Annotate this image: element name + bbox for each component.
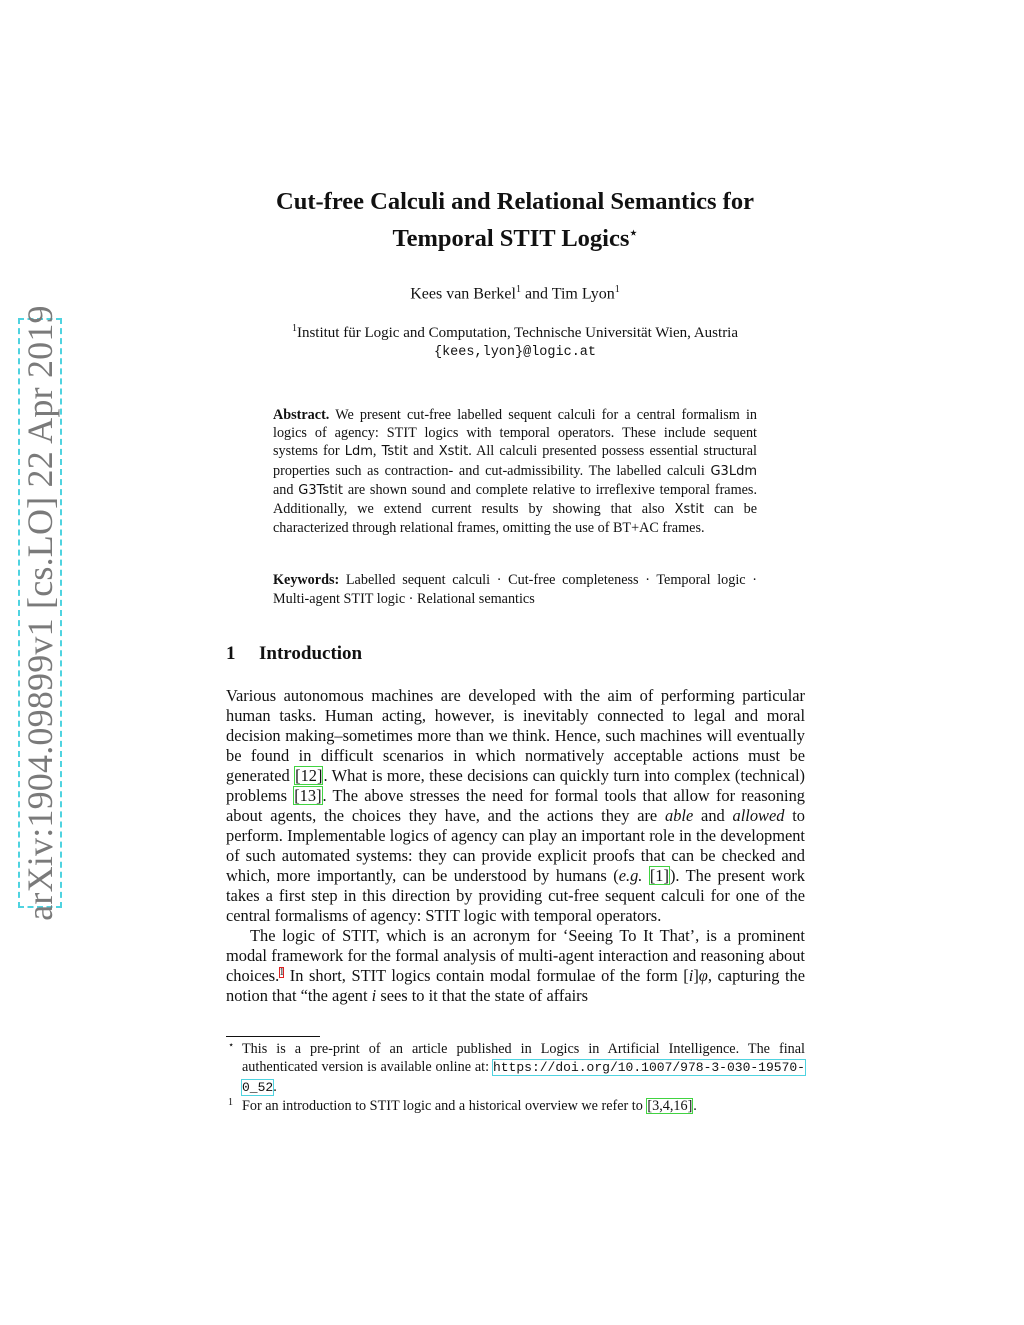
author-email: {kees,lyon}@logic.at [433,345,597,360]
paragraph: Various autonomous machines are developed with the aim of performing particular human tasks. Human acting, however, is inevitably connected to legal and moral decision making–sometimes more than we think. Hence, such machines will eventually be found in difficult scenarios in which normatively acceptable actions must be generated [12]. What is more, these decisions can quickly turn into complex (technical) problems [13]. The above stresses the need for formal tools that allow for reasoning about agents, the choices they have, and the actions they are able and allowed to perform. Implementable logics of agency can play an important role in the development of such automated systems: they can provide explicit proofs that can be checked and which, more importantly, can be understood by humans (e.g. [1]). The present work takes a first step in this direction by providing cut-free sequent calculi for one of the central formalisms of agency: STIT logic with temporal operators. [226,686,806,925]
keywords: Keywords: Labelled sequent calculi · Cut-free completeness · Temporal logic · Multi-agent STIT logic · Relational semantics [273,572,757,607]
title-star-footnote-mark[interactable]: ⋆ [629,225,638,240]
affiliation: $^1$Institut für Logic and Computation, Technische Universität Wien, Austria {kees,lyon}@logic.at [220,319,810,362]
author-1: Kees van Berkel [410,285,516,303]
section-heading [226,643,362,665]
keywords-label: Keywords: [273,572,340,588]
introduction-body [226,686,805,1006]
abstract-label: Abstract. [273,407,330,423]
arxiv-stamp-text: arXiv:1904.09899v1 [cs.LO] 22 Apr 2019 [20,305,60,921]
citation-link[interactable]: [12] [295,766,323,785]
citation-link[interactable]: [13] [294,786,322,805]
footnote-link[interactable]: 1 [279,966,285,978]
footnote-1: 1 For an introduction to STIT logic and a historical overview we refer to [3,4,16]. [228,1096,697,1114]
footnote-star: ⋆ This is a pre-print of an article published in Logics in Artificial Intelligence. The final authenticated version is available online at: https://doi.org/10.1007/978-3-030-19570-0_52. [228,1040,805,1095]
section-title: Introduction [259,643,363,664]
citation-link[interactable]: [1] [649,866,669,885]
doi-link[interactable]: https://doi.org/10.1007/978-3-030-19570-0_52 [242,1060,805,1095]
footnote-rule [226,1036,320,1037]
affiliation-text: Institut für Logic and Computation, Technische Universität Wien, Austria [296,325,739,341]
author-list: Kees van Berkel$^1$ and Tim Lyon$^1$ [410,284,620,303]
abstract: Abstract. We present cut-free labelled sequent calculi for a central formalism in logics of agency: STIT logics with temporal operators. These include sequent systems for Ldm, Tstit and Xstit. All calculi presented possess essential structural properties such as contraction- and cut-admissibility. The labelled calculi G3Ldm and G3Tstit are shown sound and complete relative to irreflexive temporal frames. Additionally, we extend current results by showing that also Xstit can be characterized through relational frames, omitting the use of BT+AC frames. [273,407,757,537]
author-2: Tim Lyon [551,285,615,303]
paragraph: The logic of STIT, which is an acronym for ‘Seeing To It That’, is a prominent modal framework for the formal analysis of multi-agent interaction and reasoning about choices.$^1$ In short, STIT logics contain modal formulae of the form [i]φ, capturing the notion that “the agent i sees to it that the state of affairs [226,926,805,1005]
title-line-1: Cut-free Calculi and Relational Semantics for [276,188,754,215]
title-line-2: Temporal STIT Logics⋆ [392,225,638,253]
arxiv-stamp [18,305,62,921]
footnotes [226,1040,805,1115]
section-number: 1 [226,643,236,664]
citation-link[interactable]: [3,4,16] [647,1097,693,1114]
paper-title [220,186,810,254]
